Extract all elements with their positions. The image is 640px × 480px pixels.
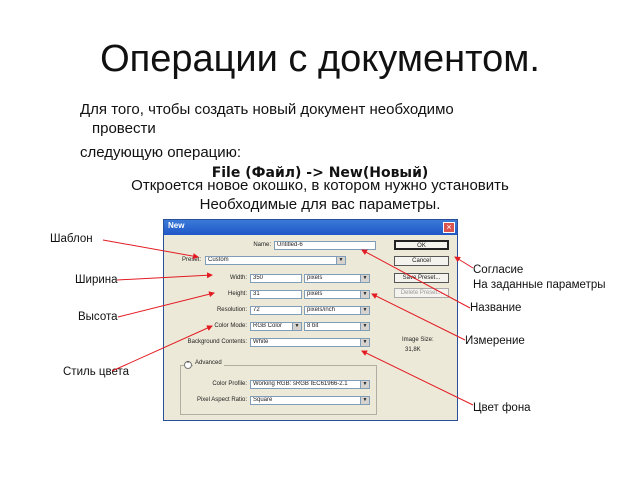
color-mode-select[interactable] (250, 322, 302, 331)
width-unit-select[interactable] (304, 274, 370, 283)
color-depth-value: 8 bit (307, 323, 319, 329)
chevron-down-icon: ▼ (292, 323, 301, 330)
chevron-down-icon: ▼ (360, 339, 369, 346)
advanced-label: Advanced (195, 360, 222, 366)
chevron-down-icon: ▼ (360, 275, 369, 282)
annotation-agree: Согласие (473, 264, 524, 276)
annotation-agree-sub: На заданные параметры (473, 279, 606, 291)
slide-title: Операции с документом. (100, 38, 540, 80)
pixel-aspect-value: Square (253, 397, 273, 403)
height-label: Height: (227, 291, 247, 297)
intro-line-1: Для того, чтобы создать новый документ необходимо (80, 101, 454, 118)
color-profile-select[interactable] (250, 380, 370, 389)
dialog-title: New (168, 221, 185, 230)
ok-button[interactable]: OK (394, 240, 449, 250)
color-mode-label: Color Mode: (214, 323, 247, 329)
annotation-height: Высота (78, 311, 118, 323)
annotation-template: Шаблон (50, 233, 93, 245)
name-label: Name: (253, 242, 271, 248)
annotation-color-style: Стиль цвета (63, 366, 130, 378)
bg-contents-value: White (253, 339, 269, 345)
advanced-group (180, 365, 377, 415)
chevron-down-icon: ▼ (360, 323, 369, 330)
delete-preset-button[interactable]: Delete Preset... (394, 288, 449, 298)
chevron-down-icon: ▼ (360, 291, 369, 298)
chevron-up-icon[interactable]: ^ (184, 361, 192, 369)
intro-line-2: провести (92, 120, 156, 137)
resolution-unit-value: pixels/inch (307, 307, 336, 313)
pixel-aspect-label: Pixel Aspect Ratio: (196, 397, 247, 403)
intro-line-3: следующую операцию: (80, 144, 242, 161)
color-depth-select[interactable] (304, 322, 370, 331)
dialog-titlebar[interactable] (164, 220, 457, 235)
height-field[interactable]: 31 (250, 290, 302, 299)
color-mode-value: RGB Color (253, 323, 283, 329)
new-document-dialog (163, 219, 458, 421)
bg-contents-label: Background Contents: (187, 339, 247, 345)
note-line-1: Откроется новое окошко, в котором нужно установить (131, 177, 509, 194)
width-unit-value: pixels (307, 275, 323, 281)
bg-contents-select[interactable] (250, 338, 370, 347)
preset-select[interactable] (205, 256, 346, 265)
annotation-width: Ширина (75, 274, 118, 286)
image-size-label: Image Size: (402, 337, 434, 343)
resolution-unit-select[interactable] (304, 306, 370, 315)
chevron-down-icon: ▼ (360, 397, 369, 404)
chevron-down-icon: ▼ (360, 381, 369, 388)
name-field[interactable]: Untitled-6 (274, 241, 376, 250)
chevron-down-icon: ▼ (360, 307, 369, 314)
cancel-button[interactable]: Cancel (394, 256, 449, 266)
preset-value: Custom (208, 257, 229, 263)
resolution-label: Resolution: (216, 307, 247, 313)
height-unit-value: pixels (307, 291, 323, 297)
color-profile-value: Working RGB: sRGB IEC61966-2.1 (253, 381, 348, 387)
annotation-measure: Измерение (465, 335, 525, 347)
note-line-2: Необходимые для вас параметры. (199, 196, 441, 213)
resolution-field[interactable]: 72 (250, 306, 302, 315)
save-preset-button[interactable]: Save Preset... (394, 273, 449, 283)
width-label: Width: (229, 275, 247, 281)
command-text: File (Файл) -> New(Новый) (211, 165, 429, 181)
color-profile-label: Color Profile: (212, 381, 247, 387)
width-field[interactable]: 350 (250, 274, 302, 283)
preset-label: Preset: (181, 257, 201, 263)
image-size-value: 31,8K (405, 347, 421, 353)
annotation-name: Название (470, 302, 522, 314)
pixel-aspect-select[interactable] (250, 396, 370, 405)
chevron-down-icon: ▼ (336, 257, 345, 264)
close-icon[interactable]: × (443, 222, 455, 233)
annotation-bg-color: Цвет фона (473, 402, 531, 414)
height-unit-select[interactable] (304, 290, 370, 299)
